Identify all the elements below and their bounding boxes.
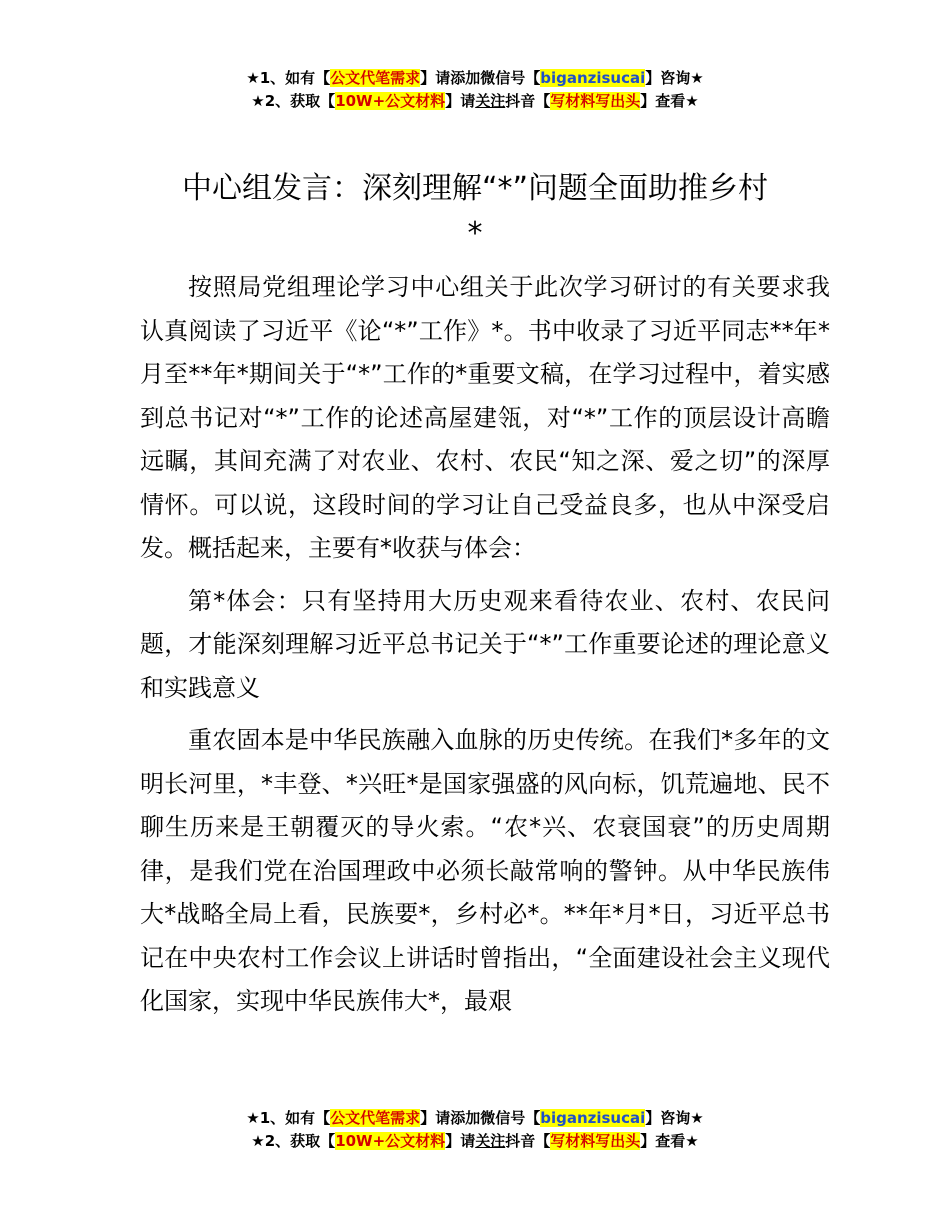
banner-text: 】咨询★ bbox=[645, 69, 704, 87]
banner-text: ★1、如有【 bbox=[246, 69, 331, 87]
banner-highlight: 10W+公文材料 bbox=[335, 1132, 446, 1150]
banner-text: 抖音【 bbox=[505, 1132, 551, 1150]
banner-line-2 bbox=[0, 1130, 950, 1153]
banner-line-1 bbox=[0, 67, 950, 90]
banner-text: 】查看★ bbox=[640, 1132, 699, 1150]
document-title bbox=[140, 166, 810, 256]
title-line: 中心组发言：深刻理解“*”问题全面助推乡村 bbox=[181, 171, 769, 206]
footer-banner bbox=[0, 1107, 950, 1153]
paragraph: 第*体会：只有坚持用大历史观来看待农业、农村、农民问题，才能深刻理解习近平总书记关于“*”工作重要论述的理论意义和实践意义 bbox=[140, 586, 830, 702]
banner-underlined-text: 关注 bbox=[475, 1132, 506, 1150]
banner-text: 】咨询★ bbox=[645, 1109, 704, 1127]
banner-highlight: 公文代笔需求 bbox=[330, 1109, 421, 1127]
header-banner bbox=[0, 67, 950, 113]
document-body bbox=[140, 266, 830, 1033]
banner-highlight: 公文代笔需求 bbox=[330, 69, 421, 87]
banner-highlight: biganzisucai bbox=[540, 69, 646, 87]
banner-text: 抖音【 bbox=[505, 92, 551, 110]
paragraph: 重农固本是中华民族融入血脉的历史传统。在我们*多年的文明长河里，*丰登、*兴旺*是国家强盛的风向标，饥荒遍地、民不聊生历来是王朝覆灭的导火索。“农*兴、农衰国衰”的历史周期律，是我们党在治国理政中必须长敲常响的警钟。从中华民族伟大*战略全局上看，民族要*，乡村必*。**年*月*日，习近平总书记在中央农村工作会议上讲话时曾指出，“全面建设社会主义现代化国家，实现中华民族伟大*，最艰 bbox=[140, 726, 830, 1015]
banner-line-1 bbox=[0, 1107, 950, 1130]
banner-text: 】查看★ bbox=[640, 92, 699, 110]
banner-text: ★2、获取【 bbox=[251, 1132, 336, 1150]
paragraph: 按照局党组理论学习中心组关于此次学习研讨的有关要求我认真阅读了习近平《论“*”工作》*。书中收录了习近平同志**年*月至**年*期间关于“*”工作的*重要文稿，在学习过程中，着实感到总书记对“*”工作的论述高屋建瓴，对“*”工作的顶层设计高瞻远瞩，其间充满了对农业、农村、农民“知之深、爱之切”的深厚情怀。可以说，这段时间的学习让自己受益良多，也从中深受启发。概括起来，主要有*收获与体会： bbox=[140, 273, 830, 562]
banner-highlight: 写材料写出头 bbox=[550, 1132, 641, 1150]
banner-text: 】请添加微信号【 bbox=[420, 69, 541, 87]
banner-text: 】请添加微信号【 bbox=[420, 1109, 541, 1127]
banner-highlight: biganzisucai bbox=[540, 1109, 646, 1127]
banner-highlight: 写材料写出头 bbox=[550, 92, 641, 110]
banner-text: 】请 bbox=[445, 1132, 476, 1150]
banner-text: 】请 bbox=[445, 92, 476, 110]
banner-highlight: 10W+公文材料 bbox=[335, 92, 446, 110]
title-line: * bbox=[467, 216, 483, 251]
banner-text: ★1、如有【 bbox=[246, 1109, 331, 1127]
banner-underlined-text: 关注 bbox=[475, 92, 506, 110]
banner-text: ★2、获取【 bbox=[251, 92, 336, 110]
banner-line-2 bbox=[0, 90, 950, 113]
